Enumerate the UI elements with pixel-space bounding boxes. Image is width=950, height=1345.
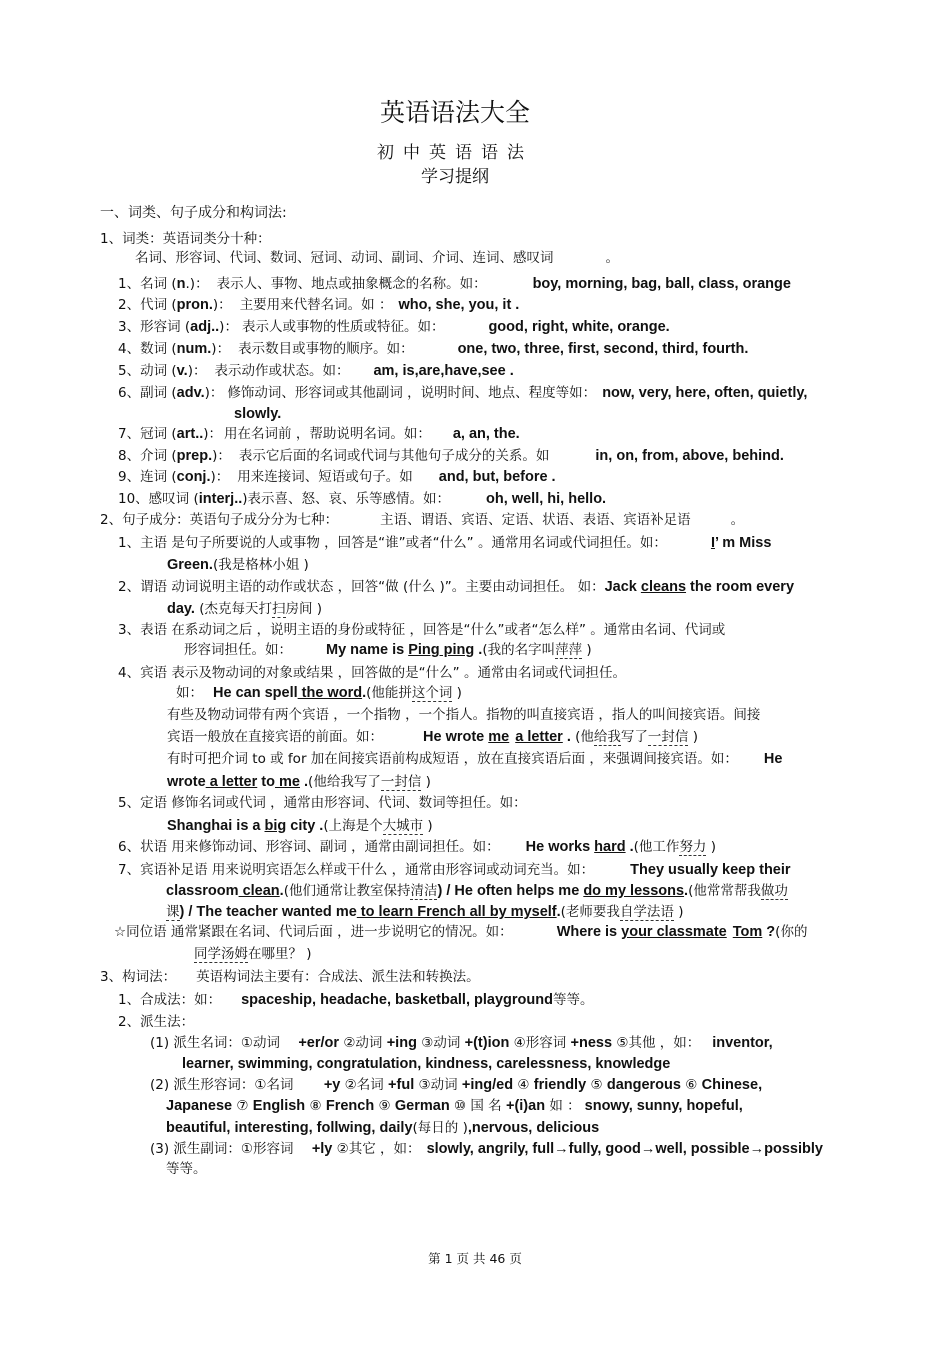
item-label: 9、连词 ( <box>118 469 177 485</box>
part1-heading-text: 1、词类：英语词类分十种： <box>100 231 271 247</box>
attribute-translation-mark: 大城市 <box>382 818 424 834</box>
suffix-ing: +ing <box>386 1035 417 1051</box>
complement-example-dot: . <box>279 883 284 899</box>
adverbial-example-end: . <box>625 839 634 855</box>
part3-desc: 英语构词法主要有：合成法、派生法和转换法。 <box>196 969 480 985</box>
list-item <box>118 425 520 443</box>
compound-line <box>118 991 593 1009</box>
item-close: )： <box>204 385 224 401</box>
list-item <box>118 340 748 358</box>
object-example2-end: . <box>562 729 571 745</box>
attribute-line <box>118 794 527 812</box>
suffix-y: +y <box>323 1077 341 1093</box>
object-example2-a: He wrote <box>423 729 489 745</box>
adverbial-example-a: He works <box>525 839 595 855</box>
predicative-translation-mark: 萍萍 <box>555 642 583 658</box>
daily-translation: (每日的 ) <box>412 1120 468 1136</box>
derived-adj-8: ⑧ <box>305 1098 326 1114</box>
adj-friendly: friendly <box>533 1077 587 1093</box>
part2-heading-text: 2、句子成分：英语句子成分分为七种： <box>100 512 339 528</box>
derived-adj-label: (2) 派生形容词：①名词 <box>150 1077 298 1093</box>
predicative-translation-a: (我的名字叫 <box>482 642 556 658</box>
object-line-6 <box>167 773 431 791</box>
derived-noun-label: (1) 派生名词：①动词 <box>150 1035 285 1051</box>
object-example-a: He can spell <box>213 685 298 701</box>
object-example3-b: wrote <box>167 774 206 790</box>
page-title: 英语语法大全 <box>379 98 530 127</box>
predicative-line-2 <box>184 641 592 659</box>
list-item <box>118 447 784 465</box>
item-desc: 修饰动词、形容词或其他副词 ，说明时间、地点、程度等如： <box>227 385 597 401</box>
derived-noun-line-2 <box>182 1055 670 1073</box>
list-item <box>118 468 556 486</box>
complement-translation3-a: (老师要我 <box>560 904 620 920</box>
section-heading: 一、词类、句子成分和构词法: <box>100 205 287 221</box>
item-desc: 表示动作或状态。如： <box>214 363 350 379</box>
appositive-example-a: Where is <box>556 924 622 940</box>
item-key: art.. <box>176 426 204 442</box>
suffix-ly: +ly <box>311 1141 333 1157</box>
page-subtitle: 初中英语语法 <box>377 143 533 163</box>
object-line-2 <box>176 684 462 702</box>
object-example2-letter: a letter <box>515 729 563 745</box>
suffix-er-or: +er/or <box>298 1035 340 1051</box>
appositive-line-2 <box>194 945 312 963</box>
part3-heading <box>100 968 480 986</box>
page-footer: 第 1 页 共 46 页 <box>428 1251 522 1266</box>
derivation-label: 2、派生法： <box>118 1014 195 1030</box>
attribute-line-2 <box>167 817 433 835</box>
item-key: conj. <box>176 469 211 485</box>
item-label: 10、感叹词 ( <box>118 491 199 507</box>
complement-translation-a: (他们通常让教室保持 <box>283 883 411 899</box>
complement-line-2 <box>166 882 788 900</box>
derived-adj-examples: snowy, sunny, hopeful, <box>584 1098 743 1114</box>
derived-adv-end: 等等。 <box>166 1161 207 1177</box>
derived-adj-5: ⑤ <box>586 1077 607 1093</box>
object-example-word: the word <box>297 685 363 701</box>
predicate-example-a: Jack <box>604 579 641 595</box>
adverbial-line <box>118 838 716 856</box>
attribute-translation-a: (上海是个 <box>323 818 383 834</box>
subject-line <box>118 534 771 552</box>
compound-end: 等等。 <box>552 992 594 1008</box>
item-examples: in, on, from, above, behind. <box>595 448 784 464</box>
subject-example-end: Green. <box>167 557 213 573</box>
item-key: interj.. <box>198 491 243 507</box>
object-translation2-a: (他 <box>570 729 594 745</box>
complement-example-b: classroom <box>166 883 239 899</box>
derived-adv-label: (3) 派生副词：①形容词 <box>150 1141 298 1157</box>
appositive-line <box>114 923 807 941</box>
suffix-ness: +ness <box>570 1035 613 1051</box>
suffix-tion: +(t)ion <box>464 1035 510 1051</box>
item-label: 7、冠词 ( <box>118 426 177 442</box>
derived-adj-line-2 <box>166 1097 743 1115</box>
object-translation3-a: (他给我写了 <box>308 774 381 790</box>
adj-english: English <box>252 1098 306 1114</box>
item-desc: 表示人、事物、地点或抽象概念的名称。如： <box>216 276 487 292</box>
item-close: )： <box>212 448 231 464</box>
item-key: prep. <box>176 448 213 464</box>
part3-heading-text: 3、构词法： <box>100 969 177 985</box>
derived-noun-3: ③动词 <box>416 1035 465 1051</box>
list-item <box>118 362 514 380</box>
item-examples: good, right, white, orange. <box>488 319 670 335</box>
attribute-example-a: Shanghai is a <box>167 818 265 834</box>
subject-line-2 <box>167 556 309 574</box>
object-example3-to: to <box>257 774 275 790</box>
derived-noun-examples: inventor, <box>712 1035 773 1051</box>
list-item-continued <box>234 405 281 423</box>
appositive-desc: ☆同位语 通常紧跟在名词、代词后面 ，进一步说明它的情况。如： <box>114 924 513 940</box>
complement-example3-dot: . <box>556 904 561 920</box>
predicate-example-end: day. <box>167 601 195 617</box>
object-translation2-c: ) <box>688 729 698 745</box>
object-line-5 <box>167 750 782 768</box>
appositive-translation-mark: 同学汤姆 <box>194 946 248 962</box>
predicate-desc: 2、谓语 动词说明主语的动作或状态 ，回答“做 (什么 )”。主要由动词担任。 如： <box>118 579 605 595</box>
part2-heading <box>100 511 744 529</box>
object-example3-letter: a letter <box>205 774 258 790</box>
complement-line-3 <box>166 903 684 921</box>
adj-french: French <box>325 1098 375 1114</box>
complement-example2-lessons: do my lessons <box>583 883 685 899</box>
object-line-4 <box>167 728 698 746</box>
attribute-translation-b: ) <box>423 818 433 834</box>
item-desc: 用来连接词、短语或句子。如 <box>237 469 413 485</box>
subject-desc: 1、主语 是句子所要说的人或事物 ，回答是“谁”或者“什么” 。通常用名词或代词担任。如： <box>118 535 667 551</box>
item-close: ) <box>242 491 248 507</box>
complement-example2-a: ) / He often helps me <box>437 883 584 899</box>
appositive-example-classmate: your classmate <box>621 924 727 940</box>
item-key: adj.. <box>190 319 220 335</box>
item-desc: 用在名词前 ，帮助说明名词。如： <box>224 426 431 442</box>
derivation-heading <box>118 1013 194 1031</box>
predicate-example-b: the room every <box>686 579 795 595</box>
object-translation2-b: 写了 <box>620 729 648 745</box>
adj-dangerous: dangerous <box>606 1077 681 1093</box>
compound-examples: spaceship, headache, basketball, playground <box>241 992 553 1008</box>
derived-adv-examples: slowly, angrily, full→fully, good→well, possible→possibly <box>426 1141 823 1157</box>
subject-example-rest: ’ m Miss <box>714 535 772 551</box>
derived-adj-6: ⑥ <box>680 1077 702 1093</box>
item-close: )： <box>187 363 207 379</box>
list-item <box>118 384 807 402</box>
object-translation3-b: ) <box>421 774 431 790</box>
derived-noun-examples-2: learner, swimming, congratulation, kindness, carelessness, knowledge <box>182 1056 671 1072</box>
item-label: 5、动词 ( <box>118 363 177 379</box>
predicative-desc: 3、表语 在系动词之后 ，说明主语的身份或特征 ，回答是“什么”或者“怎么样” 。通常由名词、代词或 <box>118 622 726 638</box>
predicative-line <box>118 621 725 639</box>
item-close: )： <box>203 426 223 442</box>
complement-example2-dot: . <box>684 883 689 899</box>
part2-components: 主语、谓语、宾语、定语、状语、表语、宾语补足语 <box>380 512 691 528</box>
item-label: 2、代词 ( <box>118 297 177 313</box>
suffix-ing-ed: +ing/ed <box>461 1077 514 1093</box>
derived-adj-4: ④ <box>513 1077 534 1093</box>
item-label: 3、形容词 ( <box>118 319 191 335</box>
list-item <box>118 490 606 508</box>
item-key: n <box>176 276 186 292</box>
suffix-ful: +ful <box>388 1077 415 1093</box>
attribute-example-end: city . <box>286 818 324 834</box>
list-item <box>118 318 670 336</box>
item-key: num. <box>176 341 212 357</box>
object-line <box>118 664 626 682</box>
predicate-translation-a: (杰克每天打 <box>194 601 273 617</box>
predicate-example-verb: cleans <box>640 579 687 595</box>
complement-translation3-b: ) <box>673 904 684 920</box>
item-desc: 表示它后面的名词或代词与其他句子成分的关系。如 <box>238 448 550 464</box>
predicative-desc-2: 形容词担任。如： <box>184 642 292 658</box>
item-desc: 表示数目或事物的顺序。如： <box>238 341 414 357</box>
item-examples-cont: slowly. <box>234 406 282 422</box>
derived-adj-10: ⑩ 国 名 <box>449 1098 506 1114</box>
object-translation2-mark1: 给我 <box>593 729 621 745</box>
item-examples: now, very, here, often, quietly, <box>602 385 808 401</box>
object-translation-a: (他能拼 <box>366 685 412 701</box>
predicate-translation-b: 房间 ) <box>285 601 323 617</box>
complement-example3-phrase: to learn French all by myself <box>356 904 557 920</box>
list-item <box>118 275 791 293</box>
complement-translation2-end: 课 <box>166 904 180 920</box>
predicative-example-a: My name is <box>326 642 409 658</box>
derived-adj-3: ③动词 <box>414 1077 462 1093</box>
complement-translation2-a: (他常常帮我 <box>688 883 761 899</box>
part1-heading <box>100 230 271 248</box>
object-translation-mark: 这个词 <box>411 685 453 701</box>
word-class-list <box>135 249 619 267</box>
object-example3-me: me <box>274 774 300 790</box>
subject-translation: (我是格林小姐 ) <box>212 557 309 573</box>
list-item <box>118 296 519 314</box>
derived-adj-2: ②名词 <box>340 1077 389 1093</box>
complement-desc: 7、宾语补足语 用来说明宾语怎么样或干什么 ，通常由形容词或动词充当。如： <box>118 862 595 878</box>
derived-adj-line-3 <box>166 1119 599 1137</box>
item-examples: boy, morning, bag, ball, class, orange <box>532 276 791 292</box>
derived-noun-line <box>150 1034 773 1052</box>
item-desc: 主要用来代替名词。如 ： <box>239 297 393 313</box>
object-example3-end: . <box>299 774 309 790</box>
derived-adv-line <box>150 1140 823 1158</box>
adj-german: German <box>394 1098 450 1114</box>
item-desc: 表示人或事物的性质或特征。如： <box>241 319 445 335</box>
word-class-list-text: 名词、形容词、代词、数词、冠词、动词、副词、介词、连词、感叹词 <box>135 250 554 266</box>
compound-label: 1、合成法：如： <box>118 992 222 1008</box>
object-desc-2: 有些及物动词带有两个宾语 ，一个指物 ，一个指人。指物的叫直接宾语 ，指人的叫间接宾语。间接 <box>167 707 761 723</box>
predicate-line-2 <box>167 600 322 618</box>
item-examples: who, she, you, it . <box>398 297 520 313</box>
adverbial-desc: 6、状语 用来修饰动词、形容词、副词 ，通常由副词担任。如： <box>118 839 500 855</box>
complement-translation2-mark: 做功 <box>760 883 788 899</box>
predicative-example-end: . <box>474 642 483 658</box>
object-translation-b: ) <box>452 685 462 701</box>
derived-noun-2: ②动词 <box>339 1035 387 1051</box>
adj-japanese: Japanese <box>166 1098 233 1114</box>
item-label: 6、副词 ( <box>118 385 177 401</box>
adj-chinese: Chinese, <box>701 1077 763 1093</box>
complement-translation-mark: 清洁 <box>410 883 438 899</box>
derived-adv-line-2 <box>166 1160 207 1178</box>
complement-example-clean: clean <box>238 883 280 899</box>
predicative-example-name: Ping ping <box>408 642 475 658</box>
item-examples: oh, well, hi, hello. <box>486 491 607 507</box>
item-key: v. <box>176 363 188 379</box>
item-examples: one, two, three, first, second, third, fourth. <box>457 341 749 357</box>
appositive-example-end: ? <box>762 924 776 940</box>
predicate-translation-mark: 扫 <box>272 601 286 617</box>
item-label: 4、数词 ( <box>118 341 177 357</box>
predicative-translation-b: ) <box>582 642 592 658</box>
appositive-example-tom: Tom <box>732 924 763 940</box>
derived-adj-examples-2: beautiful, interesting, follwing, daily <box>166 1120 413 1136</box>
complement-line <box>118 861 791 879</box>
word-class-list-end: 。 <box>605 250 619 266</box>
adverbial-example-hard: hard <box>594 839 626 855</box>
adverbial-translation-b: ) <box>706 839 716 855</box>
item-key: adv. <box>176 385 205 401</box>
object-desc-3: 宾语一般放在直接宾语的前面。如： <box>167 729 383 745</box>
object-example-end: . <box>362 685 367 701</box>
object-example3-a: He <box>763 751 783 767</box>
object-desc: 4、宾语 表示及物动词的对象或结果 ，回答做的是“什么” 。通常由名词或代词担任。 <box>118 665 626 681</box>
subject-example-i: I <box>710 535 715 551</box>
item-close: )： <box>219 319 238 335</box>
derived-adj-example-label: 如 ： <box>545 1098 581 1114</box>
object-example-label: 如： <box>176 685 203 701</box>
derived-adj-line <box>150 1076 762 1094</box>
attribute-example-big: big <box>264 818 287 834</box>
derived-adj-9: ⑨ <box>374 1098 395 1114</box>
object-line-3 <box>167 706 760 724</box>
item-close: )： <box>211 341 231 357</box>
complement-example3-a: ) / The teacher wanted me <box>179 904 357 920</box>
suffix-ian: +(i)an <box>505 1098 546 1114</box>
item-examples: a, an, the. <box>452 426 520 442</box>
derived-noun-5: ⑤其他 ，如： <box>612 1035 701 1051</box>
item-close: .)： <box>185 276 209 292</box>
page-subtitle-2: 学习提纲 <box>421 167 489 187</box>
derived-adj-examples-3: ,nervous, delicious <box>467 1120 600 1136</box>
item-examples: and, but, before . <box>438 469 556 485</box>
item-close: )： <box>212 297 232 313</box>
item-label: 1、名词 ( <box>118 276 177 292</box>
attribute-desc: 5、定语 修饰名词或代词 ，通常由形容词、代词、数词等担任。如： <box>118 795 527 811</box>
predicate-line <box>118 578 794 596</box>
item-examples: am, is,are,have,see . <box>373 363 514 379</box>
object-desc-4: 有时可把介词 to 或 for 加在间接宾语前构成短语 ，放在直接宾语后面 ，来强调间接宾语。如： <box>167 751 738 767</box>
derived-noun-4: ④形容词 <box>509 1035 571 1051</box>
object-translation3-mark: 一封信 <box>380 774 422 790</box>
item-label: 8、介词 ( <box>118 448 177 464</box>
appositive-translation-a: (你的 <box>775 924 808 940</box>
derived-adj-7: ⑦ <box>232 1098 253 1114</box>
item-desc: 表示喜、怒、哀、乐等感情。如： <box>247 491 451 507</box>
item-close: )： <box>210 469 230 485</box>
adverbial-translation-a: (他工作 <box>633 839 680 855</box>
appositive-translation-b: 在哪里？ ) <box>248 946 312 962</box>
item-key: pron. <box>176 297 213 313</box>
part2-end: 。 <box>730 512 745 528</box>
complement-example-a: They usually keep their <box>630 862 791 878</box>
object-translation2-mark2: 一封信 <box>647 729 689 745</box>
derived-adv-2: ②其它 ，如： <box>332 1141 421 1157</box>
complement-translation3-mark: 自学法语 <box>619 904 674 920</box>
adverbial-translation-mark: 努力 <box>679 839 707 855</box>
object-example2-me: me <box>488 729 510 745</box>
